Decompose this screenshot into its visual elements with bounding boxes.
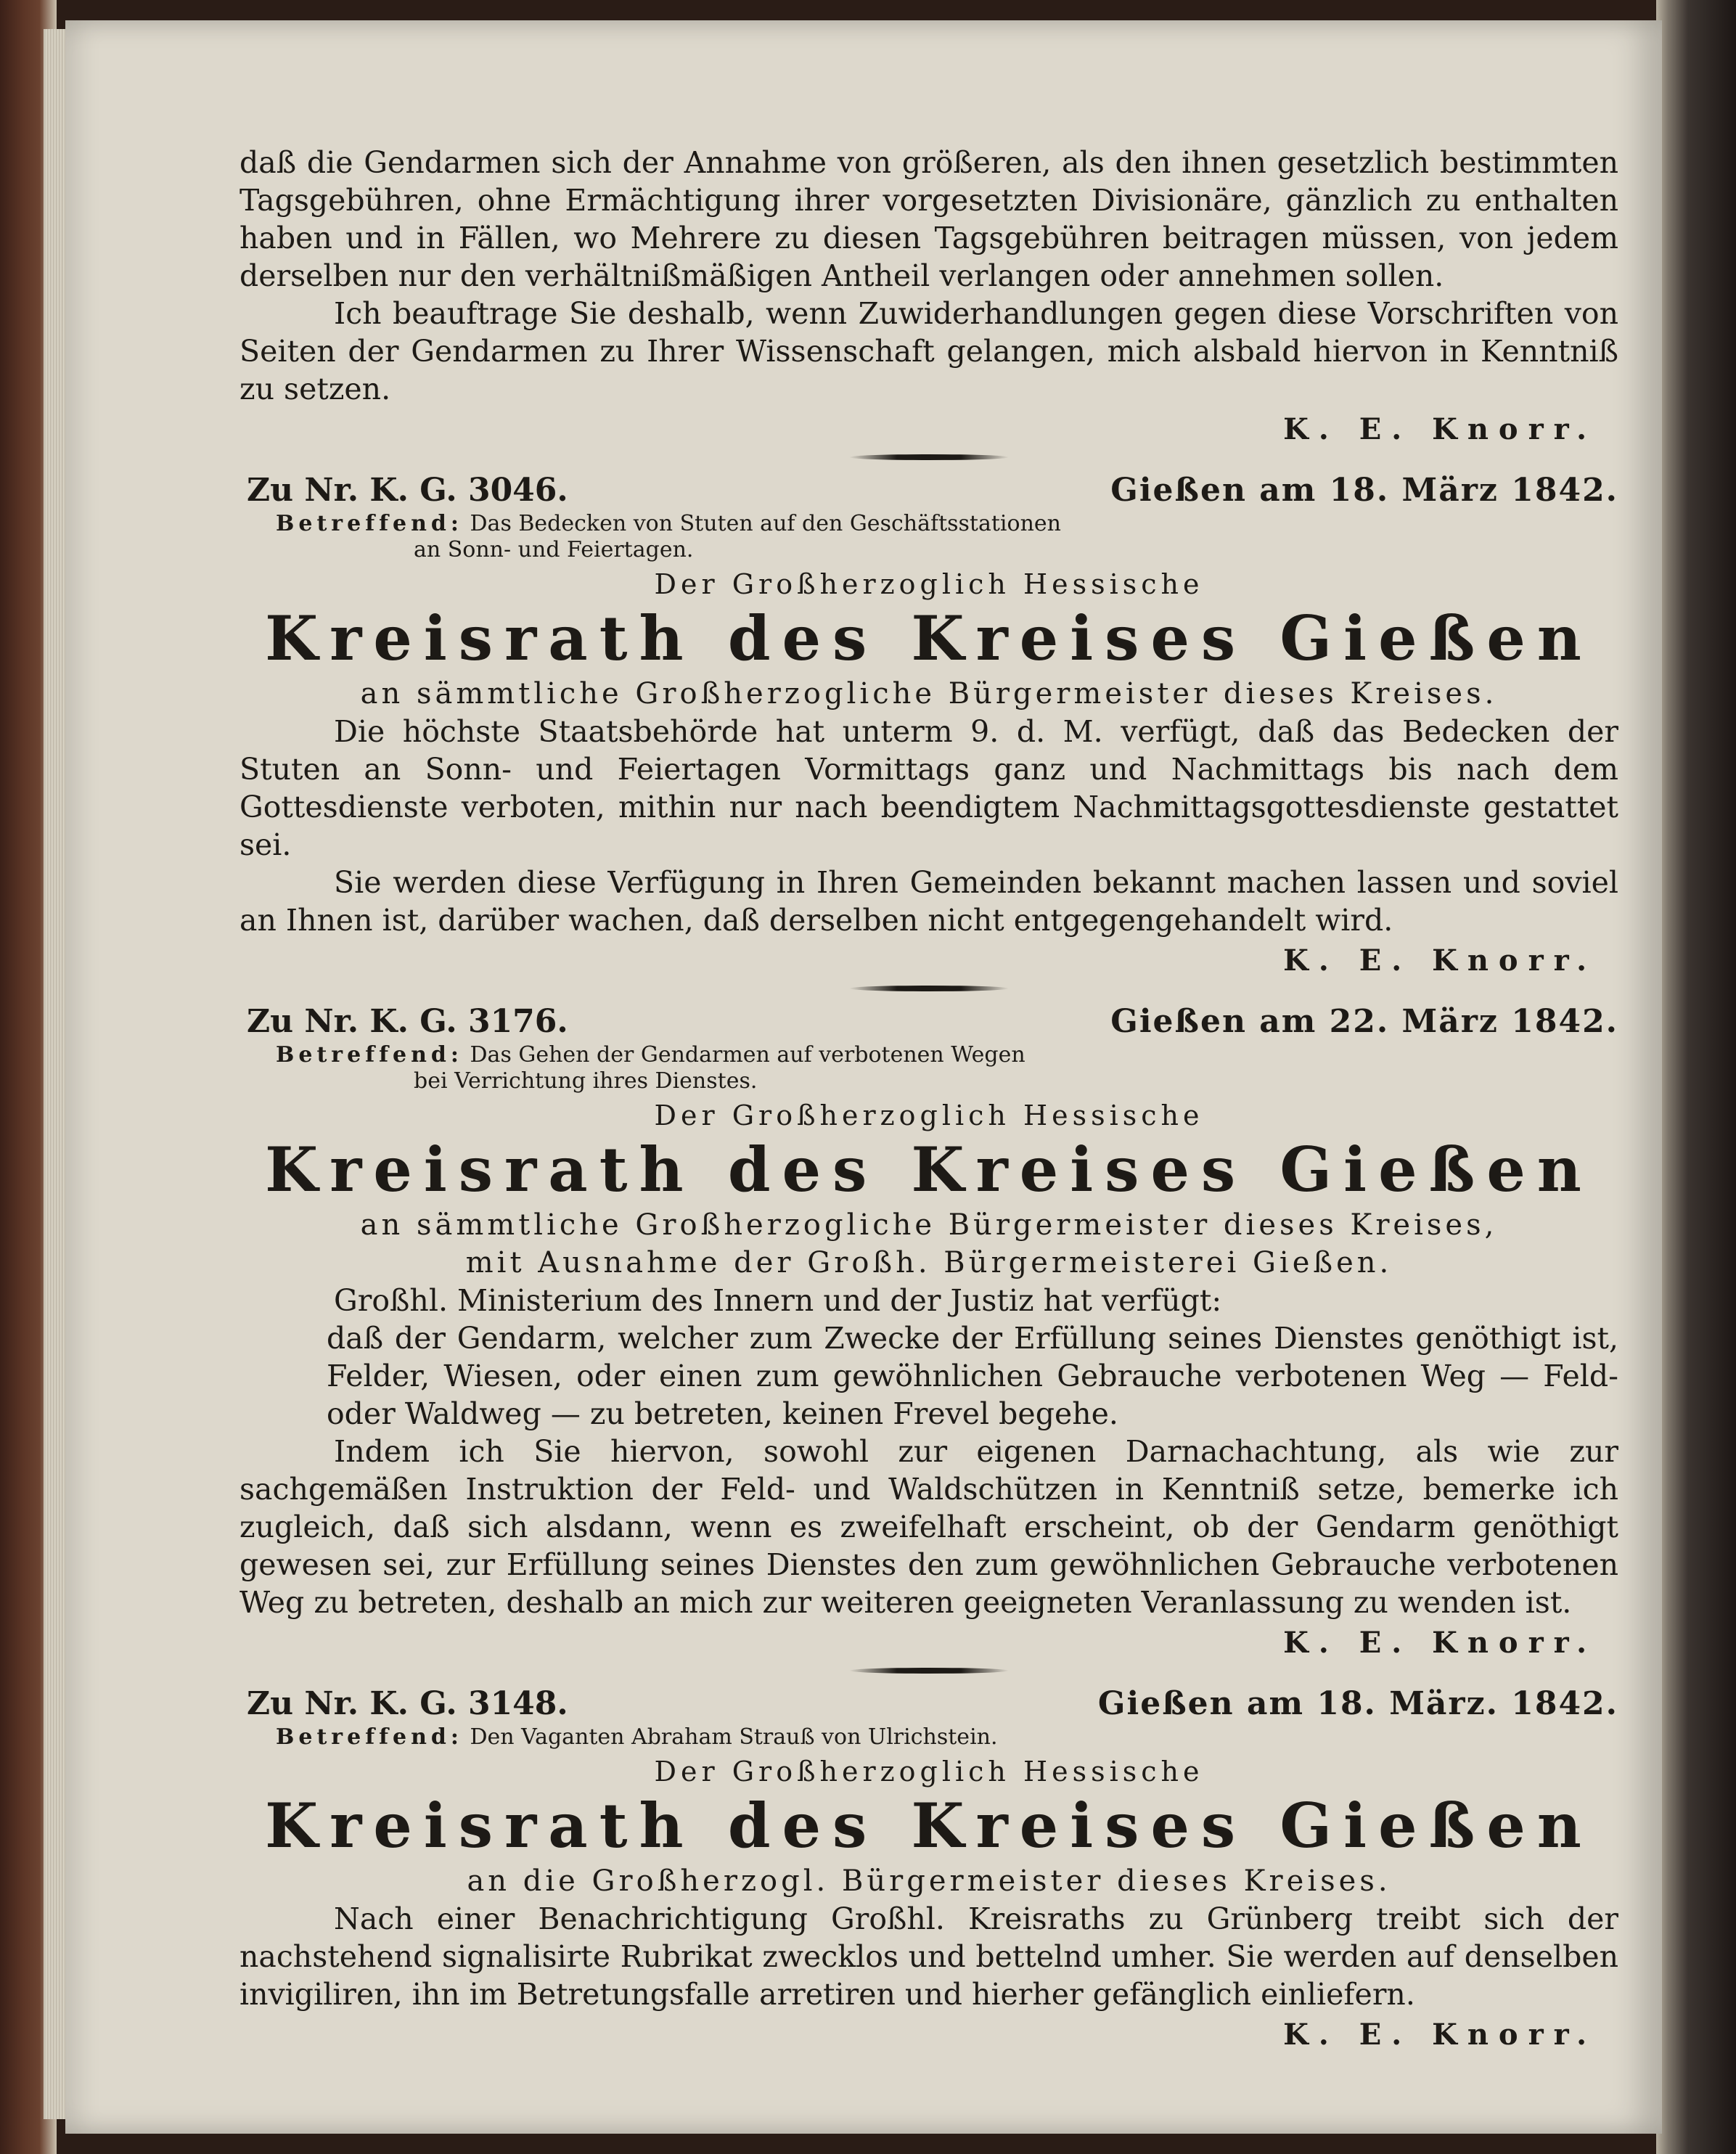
subject-text: Das Bedecken von Stuten auf den Geschäftsstationen <box>470 511 1061 536</box>
decree-paragraph: Nach einer Benachrichtigung Großhl. Kreisraths zu Grünberg treibt sich der nachstehend signalisirte Rubrikat zwecklos und bettelnd umher. Sie werden auf denselben invigiliren, ihn im Betretungsfalle arretiren und hierher gefänglich einliefern. <box>239 1901 1618 2012</box>
subject-text-continued: an Sonn- und Feiertagen. <box>414 537 694 562</box>
section-divider <box>849 1668 1009 1674</box>
page-content <box>239 144 1618 2052</box>
addressee: an die Großherzogl. Bürgermeister dieses Kreises. <box>467 1864 1391 1898</box>
document-page <box>65 20 1662 2134</box>
subject-text: Das Gehen der Gendarmen auf verbotenen Wegen <box>470 1042 1025 1068</box>
decree-paragraph: Sie werden diese Verfügung in Ihren Gemeinden bekannt machen lassen und soviel an Ihnen ist, darüber wachen, daß derselben nicht entgegengehandelt wird. <box>239 865 1618 938</box>
decree-paragraph: Die höchste Staatsbehörde hat unterm 9. d. M. verfügt, daß das Bedecken der Stuten an Sonn- und Feiertagen Vormittags ganz und Nachmittags bis nach dem Gottesdienste verboten, mithin nur nach beendigtem Nachmittagsgottesdienste gestattet sei. <box>239 714 1618 862</box>
section-divider <box>849 454 1009 460</box>
addressee-exception: mit Ausnahme der Großh. Bürgermeisterei Gießen. <box>465 1246 1393 1279</box>
reference-number: Zu Nr. K. G. 3148. <box>247 1685 568 1722</box>
decree-paragraph: Großhl. Ministerium des Innern und der Justiz hat verfügt: <box>334 1283 1222 1318</box>
reference-number: Zu Nr. K. G. 3046. <box>247 472 568 509</box>
decree-date: Gießen am 18. März 1842. <box>1110 472 1618 509</box>
office-title: Kreisrath des Kreises Gießen <box>265 1134 1593 1205</box>
decree-date: Gießen am 22. März 1842. <box>1110 1003 1618 1040</box>
decree-header <box>239 1684 1618 1724</box>
decree-paragraph: Indem ich Sie hiervon, sowohl zur eigenen Darnachachtung, als wie zur sachgemäßen Instruktion der Feld- und Waldschützen in Kenntniß setze, bemerke ich zugleich, daß sich alsdann, wenn es zweifelhaft erscheint, ob der Gendarm genöthigt gewesen sei, zur Erfüllung seines Dienstes den zum gewöhnlichen Gebrauche verbotenen Weg zu betreten, deshalb an mich zur weiteren geeigneten Veranlassung zu wenden ist. <box>239 1434 1618 1620</box>
decree-date: Gießen am 18. März. 1842. <box>1097 1685 1618 1722</box>
section-divider <box>849 986 1009 991</box>
issuer: Der Großherzoglich Hessische <box>654 1756 1204 1788</box>
intro-section <box>239 144 1618 449</box>
reference-number: Zu Nr. K. G. 3176. <box>247 1003 568 1040</box>
decree-header <box>239 1002 1618 1042</box>
signature: K. E. Knorr. <box>1283 412 1597 446</box>
decree-section-3148 <box>239 1684 1618 2054</box>
office-title: Kreisrath des Kreises Gießen <box>265 1790 1593 1862</box>
subject-keyword: Betreffend: <box>276 511 463 536</box>
page-edges <box>44 29 65 2119</box>
intro-paragraph: daß die Gendarmen sich der Annahme von größeren, als den ihnen gesetzlich bestimmten Tagsgebühren, ohne Ermächtigung ihrer vorgesetzten Divisionäre, gänzlich zu enthalten haben und in Fällen, wo Mehrere zu diesen Tagsgebühren beitragen müssen, von jedem derselben nur den verhältnißmäßigen Antheil verlangen oder annehmen sollen. <box>239 145 1618 293</box>
addressee: an sämmtliche Großherzogliche Bürgermeister dieses Kreises. <box>360 677 1498 711</box>
signature: K. E. Knorr. <box>1283 943 1597 978</box>
intro-paragraph: Ich beauftrage Sie deshalb, wenn Zuwiderhandlungen gegen diese Vorschriften von Seiten der Gendarmen zu Ihrer Wissenschaft gelangen, mich alsbald hiervon in Kenntniß zu setzen. <box>239 296 1618 406</box>
subject-keyword: Betreffend: <box>276 1724 463 1750</box>
subject-keyword: Betreffend: <box>276 1042 463 1068</box>
issuer: Der Großherzoglich Hessische <box>654 1099 1204 1131</box>
decree-header <box>239 470 1618 511</box>
office-title: Kreisrath des Kreises Gießen <box>265 602 1593 674</box>
signature: K. E. Knorr. <box>1283 2018 1597 2052</box>
addressee: an sämmtliche Großherzogliche Bürgermeister dieses Kreises, <box>360 1208 1498 1242</box>
subject-line <box>276 1042 1618 1094</box>
subject-line <box>276 1724 1618 1750</box>
issuer: Der Großherzoglich Hessische <box>654 568 1204 600</box>
decree-section-3176 <box>239 1002 1618 1662</box>
decree-section-3046 <box>239 470 1618 980</box>
decree-paragraph: daß der Gendarm, welcher zum Zwecke der Erfüllung seines Dienstes genöthigt ist, Felder, Wiesen, oder einen zum gewöhnlichen Gebrauche verbotenen Weg — Feld- oder Waldweg — zu betreten, keinen Frevel begehe. <box>327 1321 1618 1431</box>
book-binding-right <box>1656 0 1736 2154</box>
subject-line <box>276 511 1618 563</box>
subject-text: Den Vaganten Abraham Strauß von Ulrichstein. <box>470 1724 998 1750</box>
subject-text-continued: bei Verrichtung ihres Dienstes. <box>414 1068 758 1094</box>
signature: K. E. Knorr. <box>1283 1626 1597 1660</box>
